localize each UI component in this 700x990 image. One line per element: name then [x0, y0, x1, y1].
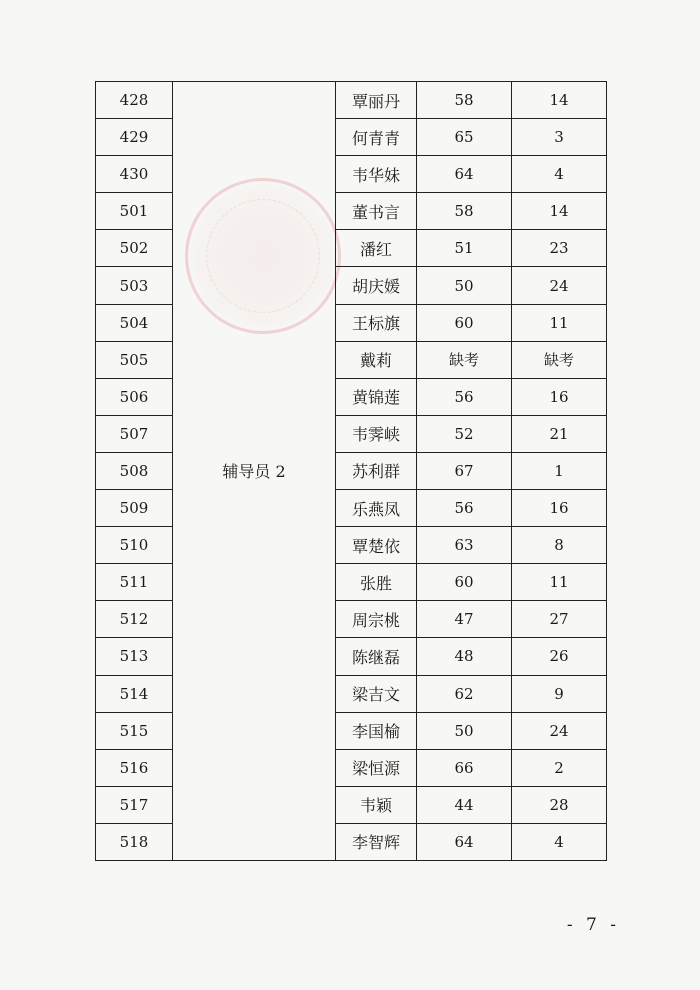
score-cell: 64 [417, 823, 512, 860]
score-cell: 47 [417, 601, 512, 638]
candidate-id-cell: 430 [96, 156, 173, 193]
candidate-name-cell: 陈继磊 [336, 638, 417, 675]
rank-cell: 23 [512, 230, 607, 267]
candidate-name-cell: 梁吉文 [336, 675, 417, 712]
candidate-id-cell: 516 [96, 749, 173, 786]
score-cell: 66 [417, 749, 512, 786]
candidate-id-cell: 515 [96, 712, 173, 749]
score-cell: 44 [417, 786, 512, 823]
rank-cell: 4 [512, 823, 607, 860]
score-cell: 62 [417, 675, 512, 712]
candidate-id-cell: 428 [96, 82, 173, 119]
candidate-id-cell: 510 [96, 527, 173, 564]
rank-cell: 14 [512, 82, 607, 119]
rank-cell: 9 [512, 675, 607, 712]
candidate-id-cell: 501 [96, 193, 173, 230]
score-cell: 65 [417, 119, 512, 156]
candidate-name-cell: 梁恒源 [336, 749, 417, 786]
rank-cell: 14 [512, 193, 607, 230]
score-cell: 63 [417, 527, 512, 564]
candidate-id-cell: 502 [96, 230, 173, 267]
table-row [96, 415, 607, 452]
candidate-name-cell: 何青青 [336, 119, 417, 156]
table-row [96, 638, 607, 675]
score-cell: 56 [417, 490, 512, 527]
candidate-id-cell: 517 [96, 786, 173, 823]
rank-cell: 3 [512, 119, 607, 156]
candidate-id-cell: 518 [96, 823, 173, 860]
table-row [96, 564, 607, 601]
candidate-name-cell: 黄锦莲 [336, 378, 417, 415]
candidate-id-cell: 505 [96, 341, 173, 378]
score-cell: 56 [417, 378, 512, 415]
table-row [96, 452, 607, 489]
rank-cell: 27 [512, 601, 607, 638]
candidate-name-cell: 韦华妹 [336, 156, 417, 193]
candidate-id-cell: 429 [96, 119, 173, 156]
rank-cell: 8 [512, 527, 607, 564]
candidate-id-cell: 504 [96, 304, 173, 341]
rank-cell: 缺考 [512, 341, 607, 378]
table-row [96, 341, 607, 378]
table-row [96, 749, 607, 786]
score-table [95, 81, 607, 861]
page-number: - 7 - [566, 915, 620, 935]
score-cell: 50 [417, 267, 512, 304]
position-cell: 辅导员 2 [173, 82, 336, 861]
table-row [96, 193, 607, 230]
candidate-name-cell: 覃楚依 [336, 527, 417, 564]
table-row [96, 601, 607, 638]
score-cell: 缺考 [417, 341, 512, 378]
score-cell: 60 [417, 564, 512, 601]
score-cell: 67 [417, 452, 512, 489]
score-cell: 58 [417, 193, 512, 230]
candidate-name-cell: 周宗桃 [336, 601, 417, 638]
table-row [96, 527, 607, 564]
candidate-name-cell: 潘红 [336, 230, 417, 267]
candidate-name-cell: 乐燕凤 [336, 490, 417, 527]
table-row [96, 304, 607, 341]
rank-cell: 16 [512, 378, 607, 415]
score-cell: 58 [417, 82, 512, 119]
table-row [96, 230, 607, 267]
candidate-name-cell: 戴莉 [336, 341, 417, 378]
candidate-id-cell: 509 [96, 490, 173, 527]
table-row [96, 712, 607, 749]
score-cell: 60 [417, 304, 512, 341]
table-row [96, 786, 607, 823]
rank-cell: 11 [512, 304, 607, 341]
candidate-name-cell: 覃丽丹 [336, 82, 417, 119]
candidate-name-cell: 王标旗 [336, 304, 417, 341]
candidate-id-cell: 512 [96, 601, 173, 638]
candidate-name-cell: 苏利群 [336, 452, 417, 489]
table-row [96, 156, 607, 193]
rank-cell: 26 [512, 638, 607, 675]
table-row [96, 267, 607, 304]
score-cell: 64 [417, 156, 512, 193]
candidate-name-cell: 韦霁峡 [336, 415, 417, 452]
candidate-name-cell: 李智辉 [336, 823, 417, 860]
candidate-id-cell: 514 [96, 675, 173, 712]
rank-cell: 11 [512, 564, 607, 601]
score-cell: 48 [417, 638, 512, 675]
candidate-id-cell: 508 [96, 452, 173, 489]
candidate-id-cell: 513 [96, 638, 173, 675]
table-row [96, 490, 607, 527]
table-row [96, 675, 607, 712]
score-cell: 50 [417, 712, 512, 749]
candidate-name-cell: 张胜 [336, 564, 417, 601]
rank-cell: 24 [512, 267, 607, 304]
candidate-name-cell: 韦颖 [336, 786, 417, 823]
score-cell: 52 [417, 415, 512, 452]
rank-cell: 1 [512, 452, 607, 489]
table-row [96, 823, 607, 860]
table-row [96, 82, 607, 119]
candidate-id-cell: 503 [96, 267, 173, 304]
score-table-body [96, 82, 607, 861]
table-row [96, 378, 607, 415]
rank-cell: 4 [512, 156, 607, 193]
rank-cell: 16 [512, 490, 607, 527]
candidate-name-cell: 李国榆 [336, 712, 417, 749]
rank-cell: 2 [512, 749, 607, 786]
candidate-name-cell: 胡庆媛 [336, 267, 417, 304]
rank-cell: 24 [512, 712, 607, 749]
rank-cell: 21 [512, 415, 607, 452]
candidate-id-cell: 511 [96, 564, 173, 601]
table-row [96, 119, 607, 156]
candidate-id-cell: 506 [96, 378, 173, 415]
rank-cell: 28 [512, 786, 607, 823]
candidate-name-cell: 董书言 [336, 193, 417, 230]
score-cell: 51 [417, 230, 512, 267]
candidate-id-cell: 507 [96, 415, 173, 452]
